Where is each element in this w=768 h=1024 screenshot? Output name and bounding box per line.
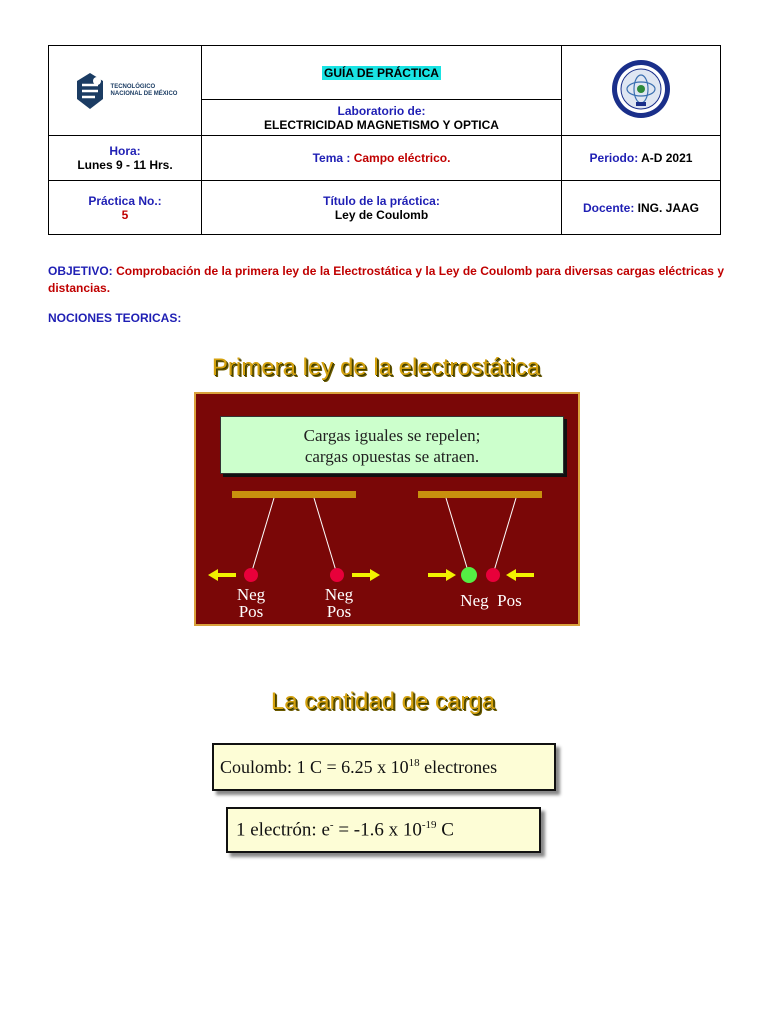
coulomb-formula-box — [212, 743, 556, 791]
left-pair-label-b — [314, 586, 364, 620]
tema-value: Campo eléctrico. — [353, 151, 451, 165]
label-pos-1: Pos — [238, 602, 264, 621]
charge-right-red — [486, 568, 500, 582]
label-neg-2: Neg — [324, 585, 354, 604]
practica-label: Práctica No.: — [88, 193, 162, 208]
tema-label: Tema : — [312, 151, 351, 165]
electron-formula-sup: - — [329, 819, 334, 831]
titulo-value: Ley de Coulomb — [334, 207, 429, 222]
periodo-cell — [562, 136, 721, 181]
electron-formula-text: 1 electrón: e — [236, 819, 330, 841]
law-line-1: Cargas iguales se repelen; — [303, 426, 481, 445]
titulo-cell — [202, 181, 562, 235]
guia-cell — [202, 46, 562, 100]
seal-cell — [562, 46, 721, 136]
objective-paragraph — [48, 263, 724, 297]
charge-right-green — [461, 567, 477, 583]
arrow-attract-right — [506, 569, 534, 581]
electrostatics-slide — [194, 392, 580, 626]
charge-left-a — [244, 568, 258, 582]
right-pair-label — [446, 592, 536, 609]
hora-value: Lunes 9 - 11 Hrs. — [77, 158, 173, 172]
docente-cell — [562, 181, 721, 235]
arrow-left-outward — [208, 569, 236, 581]
label-pos-2: Pos — [326, 602, 352, 621]
arrow-right-outward — [352, 569, 380, 581]
hora-label: Hora: — [109, 144, 141, 158]
label-pos-3: Pos — [497, 591, 522, 610]
left-thread-b — [314, 498, 336, 571]
coulomb-formula-text: Coulomb: 1 C = 6.25 x 10 — [220, 757, 409, 777]
header-table — [48, 45, 721, 235]
right-support-bar — [418, 491, 542, 498]
lab-label: Laboratorio de: — [337, 103, 426, 118]
guia-title: GUÍA DE PRÁCTICA — [324, 65, 439, 80]
practica-value: 5 — [121, 207, 129, 222]
electron-formula-exponent: -19 — [421, 819, 437, 831]
titulo-label: Título de la práctica: — [323, 193, 440, 208]
section1-title: Primera ley de la electrostática — [211, 354, 541, 381]
tecnm-logo-icon — [73, 71, 107, 111]
left-thread-a — [252, 498, 274, 571]
laboratorio-cell — [202, 100, 562, 136]
logo-text-2: NACIONAL DE MÉXICO — [110, 90, 178, 97]
practica-cell — [49, 181, 202, 235]
left-pair-label-a — [226, 586, 276, 620]
arrow-attract-left — [428, 569, 456, 581]
lab-name: ELECTRICIDAD MAGNETISMO Y OPTICA — [264, 117, 499, 132]
nociones-heading: NOCIONES TEORICAS: — [48, 311, 182, 325]
institution-seal-icon — [610, 58, 672, 120]
coulomb-formula-exponent: 18 — [408, 757, 420, 769]
left-support-bar — [232, 491, 356, 498]
coulomb-formula-suffix: electrones — [419, 757, 498, 777]
electron-charge-box — [226, 807, 541, 853]
label-neg-1: Neg — [236, 585, 266, 604]
docente-label: Docente: — [582, 200, 635, 215]
law-line-2: cargas opuestas se atraen. — [304, 447, 480, 466]
periodo-value: A-D 2021 — [641, 151, 693, 165]
charge-left-b — [330, 568, 344, 582]
periodo-label: Periodo: — [589, 151, 639, 165]
section2-title: La cantidad de carga — [270, 688, 496, 715]
objective-label: OBJETIVO: — [48, 264, 113, 278]
electron-formula-suffix: C — [436, 819, 454, 841]
docente-value: ING. JAAG — [637, 200, 700, 215]
logo-text-1: TECNOLÓGICO — [110, 83, 156, 90]
electron-formula-mid: = -1.6 x 10 — [333, 819, 422, 841]
tecnm-logo-cell — [49, 46, 202, 136]
right-thread-b — [494, 498, 516, 571]
hora-cell — [49, 136, 202, 181]
tema-cell — [202, 136, 562, 181]
label-neg-3: Neg — [460, 591, 489, 610]
objective-text: Comprobación de la primera ley de la Electrostática y la Ley de Coulomb para diversas cargas eléctricas y distancias. — [48, 264, 724, 295]
right-thread-a — [446, 498, 468, 571]
